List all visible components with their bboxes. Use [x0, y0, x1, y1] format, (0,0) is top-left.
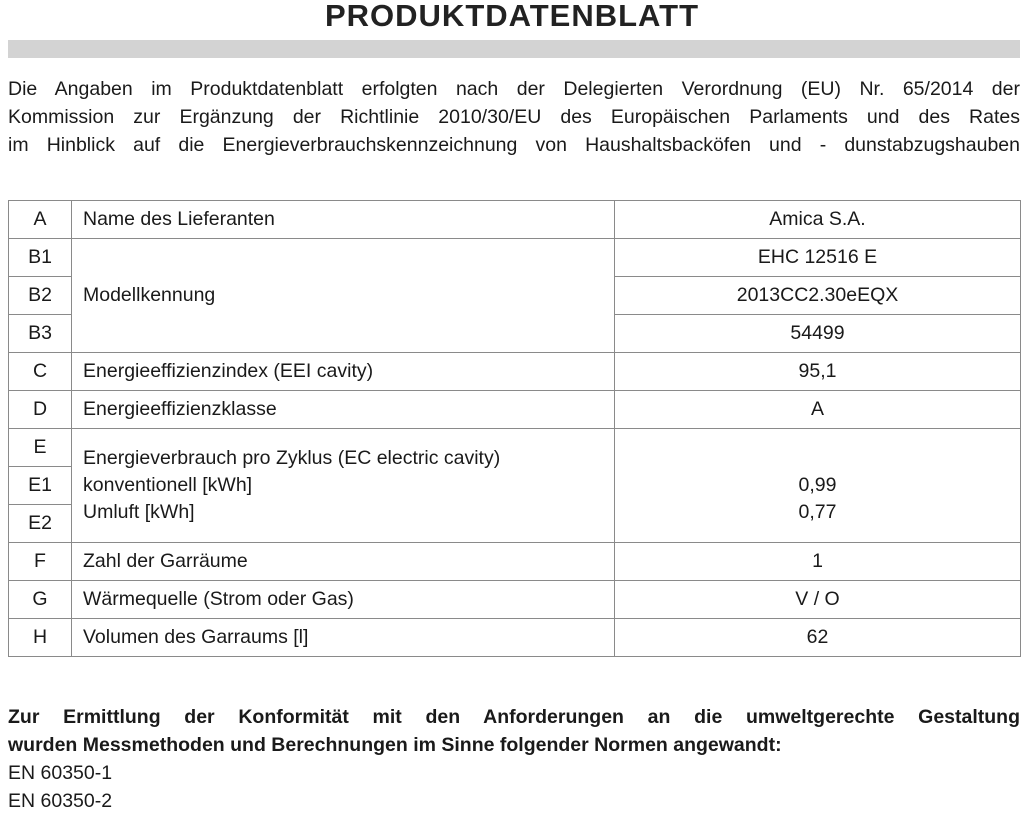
conformity-line: wurden Messmethoden und Berechnungen im Sinne folgender Normen angewandt:	[8, 734, 782, 756]
row-code: B1	[9, 239, 72, 277]
label-line: Umluft [kWh]	[83, 501, 195, 523]
row-value: A	[615, 391, 1021, 429]
intro-line: Kommission zur Ergänzung der Richtlinie 2010/30/EU des Europäischen Parlaments und des Rates	[8, 106, 1020, 128]
label-line: konventionell [kWh]	[83, 474, 253, 496]
row-code: B2	[9, 277, 72, 315]
table-row-d	[9, 391, 1021, 429]
row-label: Volumen des Garraums [l]	[72, 619, 615, 657]
intro-line: Die Angaben im Produktdatenblatt erfolgten nach der Delegierten Verordnung (EU) Nr. 65/2014 der	[8, 78, 1020, 100]
label-line: Energieverbrauch pro Zyklus (EC electric cavity)	[83, 447, 501, 469]
row-code: H	[9, 619, 72, 657]
row-code: G	[9, 581, 72, 619]
row-value: 1	[615, 543, 1021, 581]
row-code: E2	[9, 505, 72, 543]
row-code: F	[9, 543, 72, 581]
row-value: 62	[615, 619, 1021, 657]
table-row-c	[9, 353, 1021, 391]
table-row-f	[9, 543, 1021, 581]
row-code: A	[9, 201, 72, 239]
row-value: 0,99	[798, 474, 837, 496]
table-row-a	[9, 201, 1021, 239]
row-code: E1	[9, 467, 72, 505]
table-row-g	[9, 581, 1021, 619]
row-value: V / O	[615, 581, 1021, 619]
norm-item: EN 60350-2	[8, 790, 113, 812]
norm-item: EN 60350-1	[8, 762, 113, 784]
intro-paragraph	[8, 75, 1020, 159]
intro-line: im Hinblick auf die Energieverbrauchskennzeichnung von Haushaltsbacköfen und - dunstabzugshauben	[8, 134, 1020, 156]
table-row-e	[9, 429, 1021, 467]
row-code: D	[9, 391, 72, 429]
conformity-section	[8, 703, 1020, 815]
table-row-h	[9, 619, 1021, 657]
row-label: Energieeffizienzindex (EEI cavity)	[72, 353, 615, 391]
row-value: 54499	[615, 315, 1021, 353]
row-value: 0,77	[798, 501, 837, 523]
row-value-multiline	[615, 429, 1021, 543]
row-label: Wärmequelle (Strom oder Gas)	[72, 581, 615, 619]
page-title: PRODUKTDATENBLATT	[324, 0, 700, 33]
row-code: C	[9, 353, 72, 391]
row-code: B3	[9, 315, 72, 353]
row-label: Zahl der Garräume	[72, 543, 615, 581]
row-value: 2013CC2.30eEQX	[615, 277, 1021, 315]
product-data-table	[8, 200, 1021, 657]
row-value: EHC 12516 E	[615, 239, 1021, 277]
row-label-multiline	[72, 429, 615, 543]
conformity-line: Zur Ermittlung der Konformität mit den Anforderungen an die umweltgerechte Gestaltung	[8, 706, 1020, 728]
row-label: Energieeffizienzklasse	[72, 391, 615, 429]
table-row-b1	[9, 239, 1021, 277]
row-value: Amica S.A.	[615, 201, 1021, 239]
row-label: Name des Lieferanten	[72, 201, 615, 239]
title-divider-bar	[8, 40, 1020, 58]
row-label: Modellkennung	[72, 239, 615, 353]
row-code: E	[9, 429, 72, 467]
row-value: 95,1	[615, 353, 1021, 391]
